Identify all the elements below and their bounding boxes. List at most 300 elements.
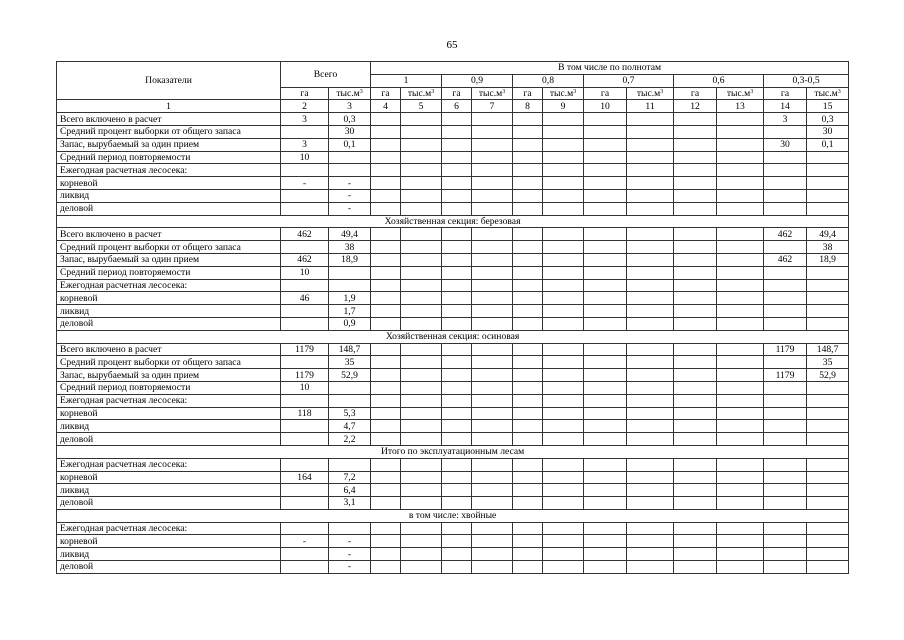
table-cell — [371, 279, 401, 292]
table-cell — [717, 548, 764, 561]
row-label: Всего включено в расчет — [57, 228, 281, 241]
table-cell — [584, 548, 627, 561]
table-cell — [472, 433, 513, 446]
table-cell — [717, 279, 764, 292]
table-cell — [543, 253, 584, 266]
table-cell — [371, 381, 401, 394]
table-cell — [472, 202, 513, 215]
table-cell — [513, 317, 543, 330]
table-cell — [543, 125, 584, 138]
table-cell — [329, 522, 371, 535]
table-cell — [627, 125, 674, 138]
table-cell — [371, 151, 401, 164]
table-cell — [513, 561, 543, 574]
table-cell — [371, 189, 401, 202]
header-unit-ha: га — [674, 87, 717, 100]
table-cell: 3,1 — [329, 497, 371, 510]
header-density-6: 0,3-0,5 — [764, 74, 849, 87]
table-cell — [764, 420, 807, 433]
table-cell — [584, 151, 627, 164]
table-cell — [371, 420, 401, 433]
table-cell — [371, 241, 401, 254]
table-row — [57, 343, 849, 356]
table-cell — [807, 394, 849, 407]
table-cell — [584, 202, 627, 215]
table-cell — [472, 497, 513, 510]
table-cell — [513, 407, 543, 420]
table-cell: 3 — [281, 138, 329, 151]
table-cell — [513, 522, 543, 535]
column-number-4: 4 — [371, 100, 401, 113]
table-cell — [807, 471, 849, 484]
table-cell — [281, 484, 329, 497]
column-number-10: 10 — [584, 100, 627, 113]
table-cell: 46 — [281, 292, 329, 305]
table-cell — [442, 484, 472, 497]
unit-volume-base: тыс.м — [814, 87, 838, 99]
header-row-column-numbers — [57, 100, 849, 113]
section-header-row — [57, 215, 849, 228]
table-cell — [543, 292, 584, 305]
table-row — [57, 381, 849, 394]
row-label: Средний процент выборки от общего запаса — [57, 241, 281, 254]
header-density-3: 0,8 — [513, 74, 584, 87]
table-cell: 52,9 — [807, 369, 849, 382]
table-cell — [807, 317, 849, 330]
header-unit-volume — [543, 87, 584, 100]
table-cell — [764, 471, 807, 484]
table-cell — [674, 113, 717, 126]
table-cell: 1,9 — [329, 292, 371, 305]
table-cell — [717, 458, 764, 471]
row-label: Ежегодная расчетная лесосека: — [57, 279, 281, 292]
table-row — [57, 561, 849, 574]
table-cell — [513, 266, 543, 279]
column-number-9: 9 — [543, 100, 584, 113]
table-cell — [627, 202, 674, 215]
header-unit-ha: га — [281, 87, 329, 100]
table-cell — [281, 497, 329, 510]
table-cell — [674, 471, 717, 484]
row-label: корневой — [57, 535, 281, 548]
table-cell: 10 — [281, 151, 329, 164]
table-cell — [401, 420, 442, 433]
table-cell — [717, 202, 764, 215]
row-label: Всего включено в расчет — [57, 343, 281, 356]
row-label: Средний процент выборки от общего запаса — [57, 356, 281, 369]
table-cell — [401, 138, 442, 151]
table-cell: 30 — [764, 138, 807, 151]
table-cell — [281, 356, 329, 369]
table-cell — [543, 305, 584, 318]
table-cell — [674, 228, 717, 241]
table-cell — [584, 458, 627, 471]
table-cell — [674, 548, 717, 561]
row-label: ликвид — [57, 189, 281, 202]
unit-volume-base: тыс.м — [636, 87, 661, 99]
row-label: деловой — [57, 497, 281, 510]
table-cell — [513, 433, 543, 446]
table-cell — [472, 125, 513, 138]
column-number-7: 7 — [472, 100, 513, 113]
table-cell — [764, 548, 807, 561]
table-row — [57, 279, 849, 292]
table-row — [57, 433, 849, 446]
row-label: Ежегодная расчетная лесосека: — [57, 522, 281, 535]
table-cell — [442, 471, 472, 484]
section-title: в том числе: хвойные — [57, 509, 849, 522]
table-cell — [717, 177, 764, 190]
table-cell — [627, 356, 674, 369]
unit-volume-exponent: 3 — [431, 88, 435, 95]
table-row — [57, 317, 849, 330]
table-cell — [764, 177, 807, 190]
table-cell — [584, 138, 627, 151]
table-cell — [513, 305, 543, 318]
table-cell — [807, 458, 849, 471]
table-cell — [674, 394, 717, 407]
table-cell — [371, 266, 401, 279]
table-cell: 6,4 — [329, 484, 371, 497]
table-cell — [627, 458, 674, 471]
table-cell — [401, 458, 442, 471]
section-header-row — [57, 445, 849, 458]
table-cell — [513, 343, 543, 356]
table-cell — [764, 535, 807, 548]
table-cell — [543, 522, 584, 535]
table-cell — [717, 561, 764, 574]
table-cell — [371, 228, 401, 241]
header-unit-ha: га — [764, 87, 807, 100]
table-cell — [674, 138, 717, 151]
table-cell — [513, 369, 543, 382]
table-cell — [442, 394, 472, 407]
row-label: ликвид — [57, 484, 281, 497]
table-cell — [401, 548, 442, 561]
table-cell — [807, 266, 849, 279]
table-cell — [401, 407, 442, 420]
table-row — [57, 177, 849, 190]
unit-volume-exponent: 3 — [359, 88, 363, 95]
table-cell — [584, 535, 627, 548]
table-cell: 35 — [329, 356, 371, 369]
table-cell — [807, 151, 849, 164]
table-cell — [543, 535, 584, 548]
table-cell — [371, 458, 401, 471]
table-cell — [472, 177, 513, 190]
table-cell — [371, 497, 401, 510]
table-cell — [401, 471, 442, 484]
table-cell — [674, 317, 717, 330]
table-cell — [717, 522, 764, 535]
row-label: ликвид — [57, 305, 281, 318]
table-cell — [627, 138, 674, 151]
table-cell — [513, 420, 543, 433]
table-cell — [281, 522, 329, 535]
table-cell — [627, 394, 674, 407]
table-cell — [472, 317, 513, 330]
table-cell — [717, 138, 764, 151]
unit-volume-base: тыс.м — [549, 87, 574, 99]
table-row — [57, 253, 849, 266]
table-cell — [717, 497, 764, 510]
row-label: Средний период повторяемости — [57, 266, 281, 279]
table-cell — [764, 407, 807, 420]
table-cell — [717, 343, 764, 356]
table-cell — [401, 535, 442, 548]
table-cell — [807, 535, 849, 548]
table-cell — [717, 317, 764, 330]
table-cell — [513, 471, 543, 484]
table-cell — [442, 151, 472, 164]
table-cell — [717, 228, 764, 241]
table-cell — [627, 369, 674, 382]
table-cell — [401, 266, 442, 279]
table-cell — [401, 305, 442, 318]
table-cell — [764, 561, 807, 574]
column-number-2: 2 — [281, 100, 329, 113]
table-cell — [807, 522, 849, 535]
table-row — [57, 420, 849, 433]
table-cell — [513, 279, 543, 292]
table-cell — [674, 292, 717, 305]
table-cell — [543, 151, 584, 164]
table-cell: 148,7 — [329, 343, 371, 356]
table-cell — [627, 164, 674, 177]
table-cell — [472, 241, 513, 254]
table-cell — [543, 189, 584, 202]
table-cell: - — [329, 535, 371, 548]
table-cell: 5,3 — [329, 407, 371, 420]
table-cell: 0,9 — [329, 317, 371, 330]
table-cell — [807, 381, 849, 394]
table-cell — [717, 266, 764, 279]
column-number-11: 11 — [627, 100, 674, 113]
table-cell — [371, 548, 401, 561]
table-cell — [442, 125, 472, 138]
table-cell — [764, 241, 807, 254]
table-row — [57, 151, 849, 164]
table-cell — [584, 177, 627, 190]
table-cell — [442, 253, 472, 266]
table-cell — [472, 394, 513, 407]
header-by-density: В том числе по полнотам — [371, 62, 849, 75]
table-cell — [401, 394, 442, 407]
table-cell: 10 — [281, 381, 329, 394]
table-cell — [674, 202, 717, 215]
table-cell — [543, 407, 584, 420]
table-cell — [764, 522, 807, 535]
table-cell — [513, 125, 543, 138]
table-cell — [401, 497, 442, 510]
table-cell — [442, 292, 472, 305]
table-cell: 1179 — [281, 343, 329, 356]
table-cell — [674, 241, 717, 254]
unit-volume-exponent: 3 — [837, 88, 841, 95]
table-row — [57, 369, 849, 382]
row-label: деловой — [57, 317, 281, 330]
unit-volume-base: тыс.м — [478, 87, 503, 99]
table-cell — [442, 369, 472, 382]
table-cell — [627, 292, 674, 305]
row-label: ликвид — [57, 548, 281, 561]
table-cell — [717, 292, 764, 305]
table-cell — [513, 458, 543, 471]
header-density-4: 0,7 — [584, 74, 674, 87]
table-cell — [281, 305, 329, 318]
table-cell — [627, 433, 674, 446]
table-cell — [584, 394, 627, 407]
table-cell — [329, 151, 371, 164]
table-cell — [442, 113, 472, 126]
table-cell — [717, 305, 764, 318]
table-cell — [281, 317, 329, 330]
table-cell — [717, 356, 764, 369]
table-cell — [584, 420, 627, 433]
table-cell — [584, 369, 627, 382]
table-cell — [627, 471, 674, 484]
table-cell — [513, 202, 543, 215]
table-cell — [371, 369, 401, 382]
table-cell — [627, 177, 674, 190]
table-cell — [401, 151, 442, 164]
table-cell — [627, 241, 674, 254]
table-cell — [584, 253, 627, 266]
table-cell — [472, 164, 513, 177]
table-cell — [472, 305, 513, 318]
table-cell — [442, 138, 472, 151]
table-cell — [674, 177, 717, 190]
table-cell — [472, 381, 513, 394]
table-cell — [442, 497, 472, 510]
table-cell — [627, 535, 674, 548]
table-cell — [584, 356, 627, 369]
table-cell — [584, 125, 627, 138]
table-cell — [584, 164, 627, 177]
table-cell — [674, 369, 717, 382]
table-cell: - — [281, 535, 329, 548]
table-cell — [442, 535, 472, 548]
column-number-13: 13 — [717, 100, 764, 113]
table-cell: 3 — [764, 113, 807, 126]
table-cell — [764, 497, 807, 510]
table-cell — [371, 113, 401, 126]
table-cell — [513, 548, 543, 561]
table-cell — [627, 113, 674, 126]
table-cell — [543, 241, 584, 254]
table-cell — [717, 407, 764, 420]
table-cell — [281, 420, 329, 433]
row-label: Средний период повторяемости — [57, 151, 281, 164]
table-cell: 118 — [281, 407, 329, 420]
table-cell — [543, 497, 584, 510]
table-cell — [627, 407, 674, 420]
table-cell — [371, 471, 401, 484]
table-cell — [371, 343, 401, 356]
table-cell — [674, 484, 717, 497]
table-cell — [442, 189, 472, 202]
row-label: корневой — [57, 407, 281, 420]
section-title: Итого по эксплуатационным лесам — [57, 445, 849, 458]
table-cell: 1,7 — [329, 305, 371, 318]
table-cell: 18,9 — [807, 253, 849, 266]
table-cell — [281, 202, 329, 215]
column-number-5: 5 — [401, 100, 442, 113]
table-cell — [764, 151, 807, 164]
table-cell — [764, 458, 807, 471]
table-cell — [442, 356, 472, 369]
table-cell — [543, 561, 584, 574]
table-row — [57, 522, 849, 535]
table-cell — [674, 253, 717, 266]
table-cell — [329, 394, 371, 407]
table-cell: 0,1 — [807, 138, 849, 151]
table-cell — [401, 279, 442, 292]
table-cell — [543, 369, 584, 382]
row-label: Средний процент выборки от общего запаса — [57, 125, 281, 138]
table-cell — [764, 381, 807, 394]
table-cell — [371, 292, 401, 305]
table-cell — [627, 228, 674, 241]
table-cell — [764, 292, 807, 305]
table-cell — [627, 253, 674, 266]
table-row — [57, 292, 849, 305]
table-cell: 1179 — [281, 369, 329, 382]
section-header-row — [57, 509, 849, 522]
table-cell — [674, 433, 717, 446]
table-cell — [717, 433, 764, 446]
table-cell — [543, 164, 584, 177]
table-cell — [281, 394, 329, 407]
table-cell — [442, 433, 472, 446]
table-cell — [401, 317, 442, 330]
table-cell: 30 — [807, 125, 849, 138]
table-cell — [472, 522, 513, 535]
table-cell — [543, 177, 584, 190]
table-cell — [442, 241, 472, 254]
unit-volume-base: тыс.м — [336, 87, 360, 99]
table-cell — [717, 151, 764, 164]
table-cell — [627, 317, 674, 330]
table-cell — [371, 356, 401, 369]
table-row — [57, 548, 849, 561]
table-cell — [584, 561, 627, 574]
table-cell — [281, 125, 329, 138]
table-cell — [281, 189, 329, 202]
table-cell — [584, 484, 627, 497]
header-density-5: 0,6 — [674, 74, 764, 87]
table-cell — [584, 279, 627, 292]
table-cell — [543, 138, 584, 151]
table-cell: 10 — [281, 266, 329, 279]
row-label: ликвид — [57, 420, 281, 433]
table-cell — [543, 420, 584, 433]
table-cell — [401, 381, 442, 394]
table-cell: 3 — [281, 113, 329, 126]
table-cell — [717, 253, 764, 266]
row-label: корневой — [57, 177, 281, 190]
header-unit-ha: га — [513, 87, 543, 100]
table-cell — [442, 202, 472, 215]
table-cell — [807, 420, 849, 433]
table-cell — [401, 202, 442, 215]
table-cell — [807, 189, 849, 202]
header-unit-volume — [401, 87, 442, 100]
table-cell: 52,9 — [329, 369, 371, 382]
table-cell — [281, 458, 329, 471]
table-row — [57, 458, 849, 471]
table-cell — [807, 497, 849, 510]
